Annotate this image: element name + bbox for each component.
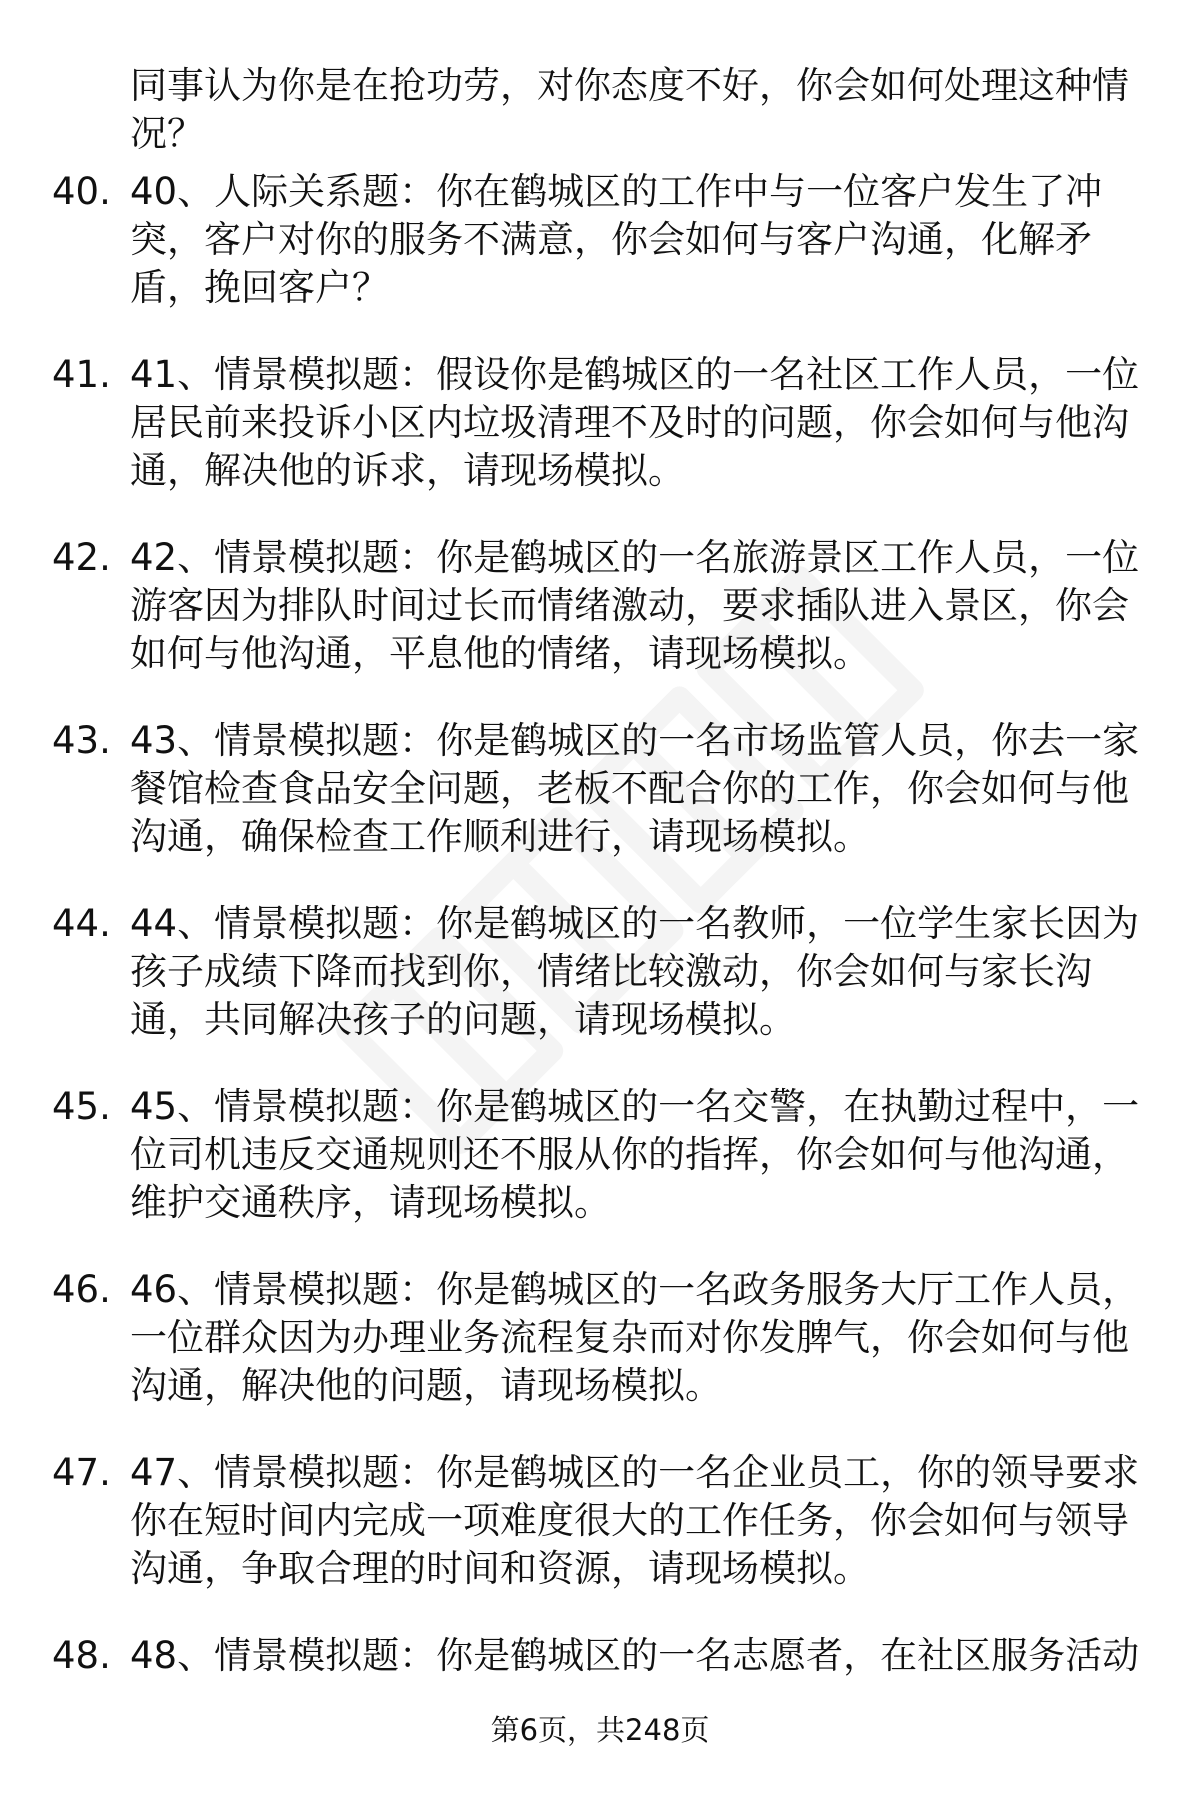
continuation-text: 同事认为你是在抢功劳，对你态度不好，你会如何处理这种情况？ — [130, 64, 1129, 155]
item-text: 45、情景模拟题：你是鹤城区的一名交警，在执勤过程中，一位司机违反交通规则还不服从你的指挥，你会如何与他沟通，维护交通秩序，请现场模拟。 — [130, 1085, 1140, 1224]
item-number: 43. — [52, 719, 111, 762]
item-text: 43、情景模拟题：你是鹤城区的一名市场监管人员，你去一家餐馆检查食品安全问题，老板不配合你的工作，你会如何与他沟通，确保检查工作顺利进行，请现场模拟。 — [130, 719, 1140, 858]
item-text: 46、情景模拟题：你是鹤城区的一名政务服务大厅工作人员，一位群众因为办理业务流程复杂而对你发脾气，你会如何与他沟通，解决他的问题，请现场模拟。 — [130, 1268, 1140, 1407]
item-text: 42、情景模拟题：你是鹤城区的一名旅游景区工作人员，一位游客因为排队时间过长而情绪激动，要求插队进入景区，你会如何与他沟通，平息他的情绪，请现场模拟。 — [130, 536, 1140, 675]
item-text: 47、情景模拟题：你是鹤城区的一名企业员工，你的领导要求你在短时间内完成一项难度很大的工作任务，你会如何与领导沟通，争取合理的时间和资源，请现场模拟。 — [130, 1451, 1140, 1590]
page-footer: 第6页，共248页 — [490, 1713, 710, 1747]
list-item — [0, 1083, 1200, 1266]
question-list — [0, 168, 1200, 1815]
item-number: 42. — [52, 536, 111, 579]
list-item — [0, 534, 1200, 717]
item-number: 46. — [52, 1268, 111, 1311]
item-number: 45. — [52, 1085, 111, 1128]
item-number: 47. — [52, 1451, 111, 1494]
list-item — [0, 1449, 1200, 1632]
item-number: 48. — [52, 1634, 111, 1677]
item-number: 44. — [52, 902, 111, 945]
list-item — [0, 351, 1200, 534]
item-text: 40、人际关系题：你在鹤城区的工作中与一位客户发生了冲突，客户对你的服务不满意，你会如何与客户沟通，化解矛盾，挽回客户？ — [130, 170, 1103, 309]
list-item — [0, 168, 1200, 351]
list-item — [0, 717, 1200, 900]
item-text: 44、情景模拟题：你是鹤城区的一名教师，一位学生家长因为孩子成绩下降而找到你，情绪比较激动，你会如何与家长沟通，共同解决孩子的问题，请现场模拟。 — [130, 902, 1140, 1041]
item-text: 41、情景模拟题：假设你是鹤城区的一名社区工作人员，一位居民前来投诉小区内垃圾清理不及时的问题，你会如何与他沟通，解决他的诉求，请现场模拟。 — [130, 353, 1140, 492]
item-number: 41. — [52, 353, 111, 396]
item-text: 48、情景模拟题：你是鹤城区的一名志愿者，在社区服务活动 — [130, 1634, 1140, 1677]
list-item — [0, 1266, 1200, 1449]
list-item — [0, 900, 1200, 1083]
item-number: 40. — [52, 170, 111, 213]
